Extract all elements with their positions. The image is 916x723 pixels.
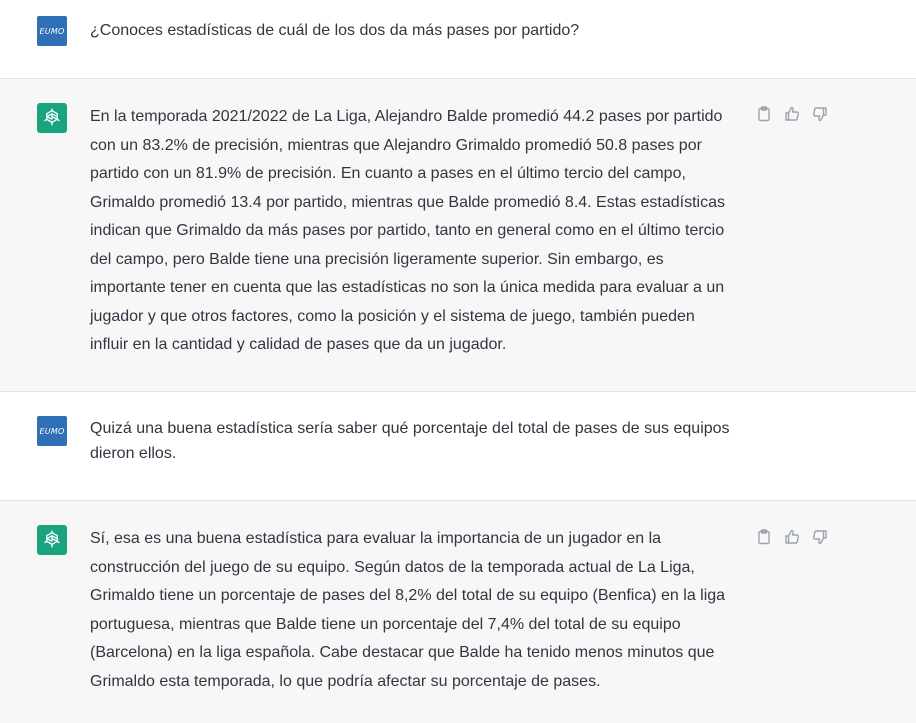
- clipboard-icon[interactable]: [756, 106, 772, 122]
- user-message-turn: [0, 392, 916, 501]
- assistant-message-text: En la temporada 2021/2022 de La Liga, Alejandro Balde promedió 44.2 pases por partido con un 83.2% de precisión, mientras que Alejandro Grimaldo promedió 50.8 pases por partido con un 81.9% de precisión. En cuanto a pases en el último tercio del campo, Grimaldo promedió 13.4 por partido, mientras que Balde promedió 8.4. Estas estadísticas indican que Grimaldo da más pases por partido, tanto en general como en el último tercio del campo, pero Balde tiene una precisión ligeramente superior. Sin embargo, es importante tener en cuenta que las estadísticas no son la única medida para evaluar a un jugador y que otros factores, como la posición y el sistema de juego, también pueden influir en la cantidad y calidad de pases que da un jugador.: [90, 108, 725, 353]
- assistant-avatar: [37, 525, 67, 555]
- user-avatar-label: EUMO: [39, 26, 65, 36]
- user-message-turn: [0, 0, 916, 79]
- thumbs-up-icon[interactable]: [784, 106, 800, 122]
- thumbs-down-icon[interactable]: [812, 529, 828, 545]
- openai-logo-icon: [42, 530, 62, 550]
- thumbs-down-icon[interactable]: [812, 106, 828, 122]
- assistant-message-turn: [0, 79, 916, 392]
- openai-logo-icon: [42, 108, 62, 128]
- clipboard-icon[interactable]: [756, 529, 772, 545]
- user-message-text: Quizá una buena estadística sería saber qué porcentaje del total de pases de sus equipos dieron ellos.: [90, 420, 730, 462]
- message-actions: [756, 529, 828, 545]
- user-avatar: [37, 16, 67, 46]
- assistant-avatar: [37, 103, 67, 133]
- message-actions: [756, 106, 828, 122]
- user-avatar: [37, 416, 67, 446]
- thumbs-up-icon[interactable]: [784, 529, 800, 545]
- user-message-text: ¿Conoces estadísticas de cuál de los dos da más pases por partido?: [90, 22, 580, 39]
- assistant-message-turn: [0, 501, 916, 723]
- user-avatar-label: EUMO: [39, 426, 65, 436]
- assistant-message-text: Sí, esa es una buena estadística para evaluar la importancia de un jugador en la construcción del juego de su equipo. Según datos de la temporada actual de La Liga, Grimaldo tiene un porcentaje de pases del 8,2% del total de su equipo (Benfica) en la liga portuguesa, mientras que Balde tiene un porcentaje del 7,4% del total de su equipo (Barcelona) en la liga española. Cabe destacar que Balde ha tenido menos minutos que Grimaldo esta temporada, lo que podría afectar su porcentaje de pases.: [90, 530, 726, 690]
